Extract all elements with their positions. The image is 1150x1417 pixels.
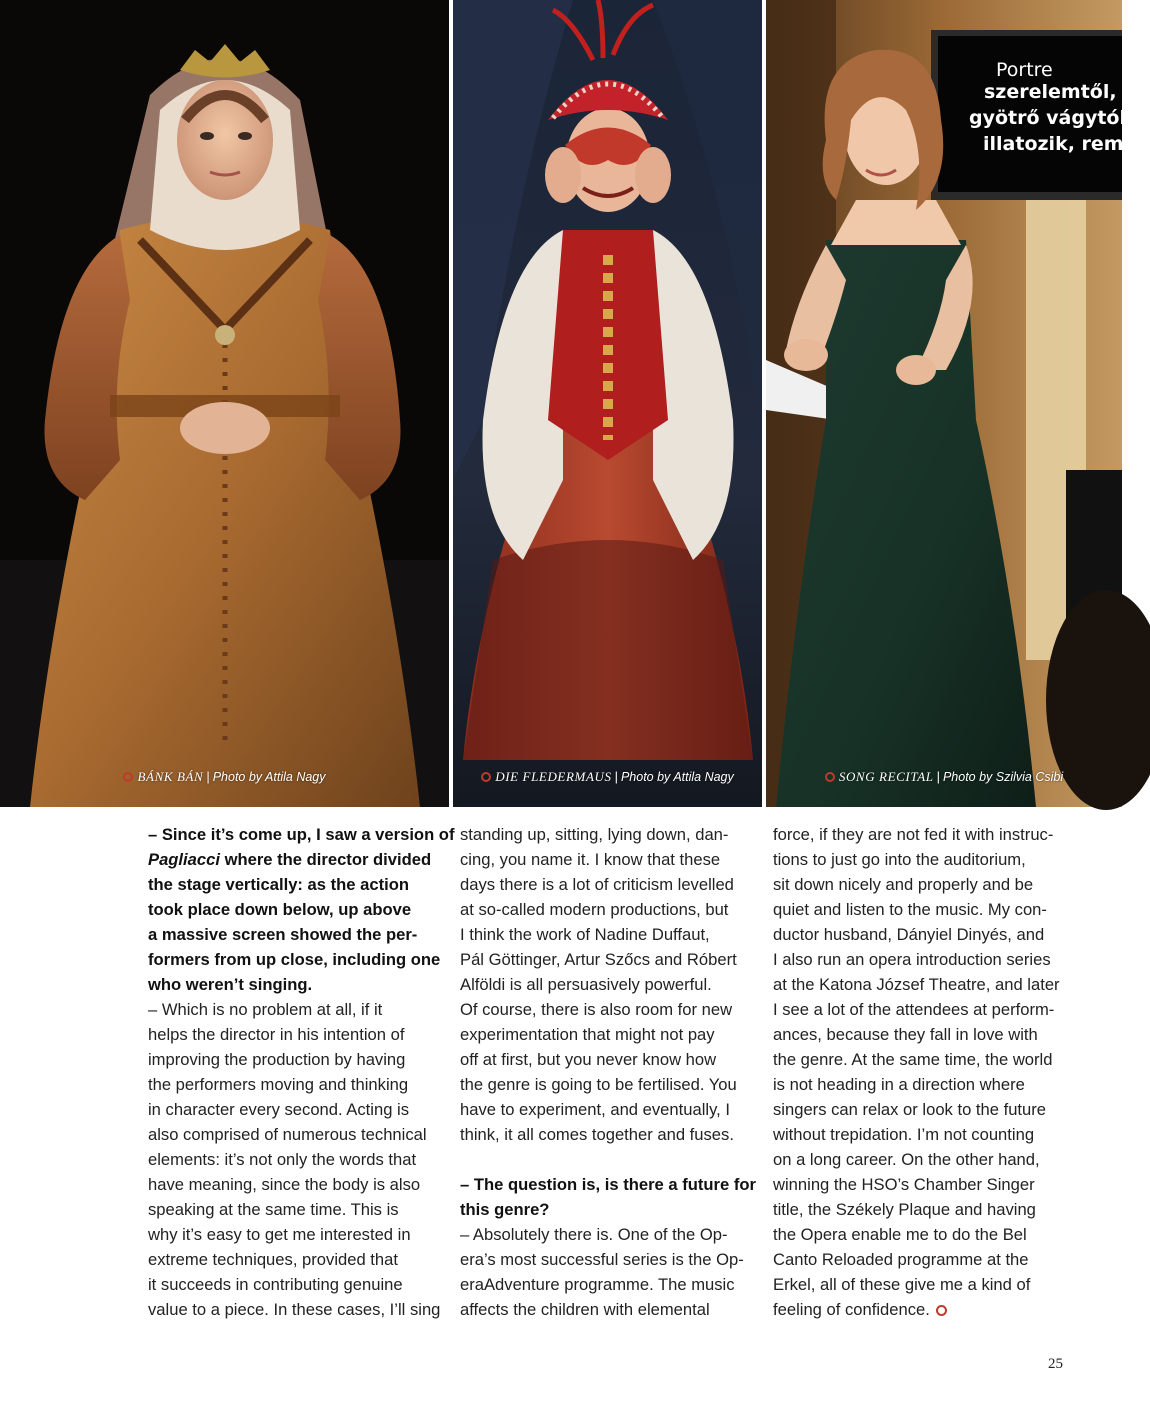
question-line: a massive screen showed the per- [148, 925, 418, 944]
article-column-3 [773, 822, 1073, 1322]
screen-line: szerelemtől, [984, 81, 1117, 103]
interview-question [460, 1172, 760, 1222]
answer-line: force, if they are not fed it with instruc- [773, 825, 1054, 844]
question-line: – Since it’s come up, I saw a version of [148, 825, 455, 844]
screen-heading: Portre [996, 59, 1053, 81]
caption-title: DIE FLEDERMAUS [495, 769, 612, 784]
answer-line: think, it all comes together and fuses. [460, 1125, 734, 1144]
caption-separator: | [936, 769, 940, 784]
answer-line: Alföldi is all persuasively powerful. [460, 975, 712, 994]
caption-separator: | [614, 769, 618, 784]
answer-line: in character every second. Acting is [148, 1100, 410, 1119]
answer-line: why it’s easy to get me interested in [148, 1225, 411, 1244]
answer-line: singers can relax or look to the future [773, 1100, 1047, 1119]
caption-credit: Photo by Attila Nagy [620, 770, 734, 784]
caption-separator: | [206, 769, 210, 784]
question-line: took place down below, up above [148, 900, 412, 919]
interview-answer [460, 1222, 760, 1322]
answer-line: off at first, but you never know how [460, 1050, 717, 1069]
photo-die-fledermaus [453, 0, 762, 807]
answer-line: winning the HSO’s Chamber Singer [773, 1175, 1035, 1194]
question-line: this genre? [460, 1200, 550, 1219]
answer-line: cing, you name it. I know that these [460, 850, 721, 869]
answer-line: affects the children with elemental [460, 1300, 710, 1319]
screen-line: gyötrő vágytól sí [969, 107, 1150, 129]
photo-song-recital [766, 0, 1150, 807]
interview-answer-continued [460, 822, 760, 1147]
paragraph-gap [460, 1147, 760, 1172]
question-line-rest: where the director divided [219, 850, 432, 869]
answer-line: is not heading in a direction where [773, 1075, 1025, 1094]
caption-circle-icon [123, 772, 133, 782]
caption-credit: Photo by Szilvia Csibi [942, 770, 1064, 784]
answer-line: the performers moving and thinking [148, 1075, 409, 1094]
article-column-1 [148, 822, 455, 1322]
photo-caption-bank-ban [0, 769, 449, 785]
answer-line: I see a lot of the attendees at perform- [773, 1000, 1055, 1019]
answer-line: on a long career. On the other hand, [773, 1150, 1040, 1169]
answer-line: elements: it’s not only the words that [148, 1150, 417, 1169]
answer-line: ances, because they fall in love with [773, 1025, 1038, 1044]
answer-line: helps the director in his intention of [148, 1025, 405, 1044]
question-line: the stage vertically: as the action [148, 875, 409, 894]
answer-line: era’s most successful series is the Op- [460, 1250, 744, 1269]
answer-line-last [773, 1297, 1073, 1322]
answer-line: quiet and listen to the music. My con- [773, 900, 1047, 919]
answer-line: Pál Göttinger, Artur Szőcs and Róbert [460, 950, 737, 969]
caption-credit: Photo by Attila Nagy [212, 770, 326, 784]
interview-answer [148, 997, 448, 1322]
answer-line: Canto Reloaded programme at the [773, 1250, 1029, 1269]
end-of-article-circle-icon [936, 1305, 947, 1316]
answer-line: I think the work of Nadine Duffaut, [460, 925, 710, 944]
answer-line: value to a piece. In these cases, I’ll sing [148, 1300, 441, 1319]
page-number: 25 [1048, 1356, 1063, 1372]
caption-circle-icon [481, 772, 491, 782]
answer-line: at the Katona József Theatre, and later [773, 975, 1060, 994]
answer-line: the Opera enable me to do the Bel [773, 1225, 1027, 1244]
question-line: formers from up close, including one [148, 950, 441, 969]
answer-line: the genre. At the same time, the world [773, 1050, 1053, 1069]
question-line: – The question is, is there a future for [460, 1175, 756, 1194]
interview-question [148, 822, 455, 997]
answer-line: it succeeds in contributing genuine [148, 1275, 403, 1294]
caption-title: BÁNK BÁN [137, 769, 204, 784]
answer-line: eraAdventure programme. The music [460, 1275, 735, 1294]
question-line [148, 847, 448, 872]
caption-circle-icon [825, 772, 835, 782]
caption-title: SONG RECITAL [838, 769, 934, 784]
singer-illustration-bank-ban [0, 0, 449, 807]
answer-line: I also run an opera introduction series [773, 950, 1051, 969]
article-column-2 [460, 822, 760, 1322]
answer-line: Erkel, all of these give me a kind of [773, 1275, 1031, 1294]
answer-line: at so-called modern productions, but [460, 900, 729, 919]
screen-line: illatozik, remeg [983, 133, 1150, 155]
answer-line: have meaning, since the body is also [148, 1175, 421, 1194]
answer-line: standing up, sitting, lying down, dan- [460, 825, 729, 844]
answer-line: Of course, there is also room for new [460, 1000, 733, 1019]
photo-bank-ban [0, 0, 449, 807]
answer-line: improving the production by having [148, 1050, 406, 1069]
answer-line: sit down nicely and properly and be [773, 875, 1034, 894]
answer-line: extreme techniques, provided that [148, 1250, 398, 1269]
answer-line: ductor husband, Dányiel Dinyés, and [773, 925, 1045, 944]
answer-line: – Which is no problem at all, if it [148, 1000, 383, 1019]
opera-title-pagliacci: Pagliacci [148, 850, 220, 869]
answer-line: speaking at the same time. This is [148, 1200, 399, 1219]
answer-line: tions to just go into the auditorium, [773, 850, 1026, 869]
answer-line: experimentation that might not pay [460, 1025, 715, 1044]
answer-line: – Absolutely there is. One of the Op- [460, 1225, 728, 1244]
answer-line-text: feeling of confidence. [773, 1300, 930, 1319]
answer-line: days there is a lot of criticism levelled [460, 875, 734, 894]
answer-line: title, the Székely Plaque and having [773, 1200, 1036, 1219]
answer-line: also comprised of numerous technical [148, 1125, 427, 1144]
answer-line: have to experiment, and eventually, I [460, 1100, 730, 1119]
answer-line: the genre is going to be fertilised. You [460, 1075, 737, 1094]
question-line: who weren’t singing. [148, 975, 313, 994]
answer-line: without trepidation. I’m not counting [773, 1125, 1035, 1144]
photo-caption-die-fledermaus [453, 769, 762, 785]
photo-caption-song-recital [766, 769, 1122, 785]
singer-illustration-die-fledermaus [453, 0, 762, 807]
